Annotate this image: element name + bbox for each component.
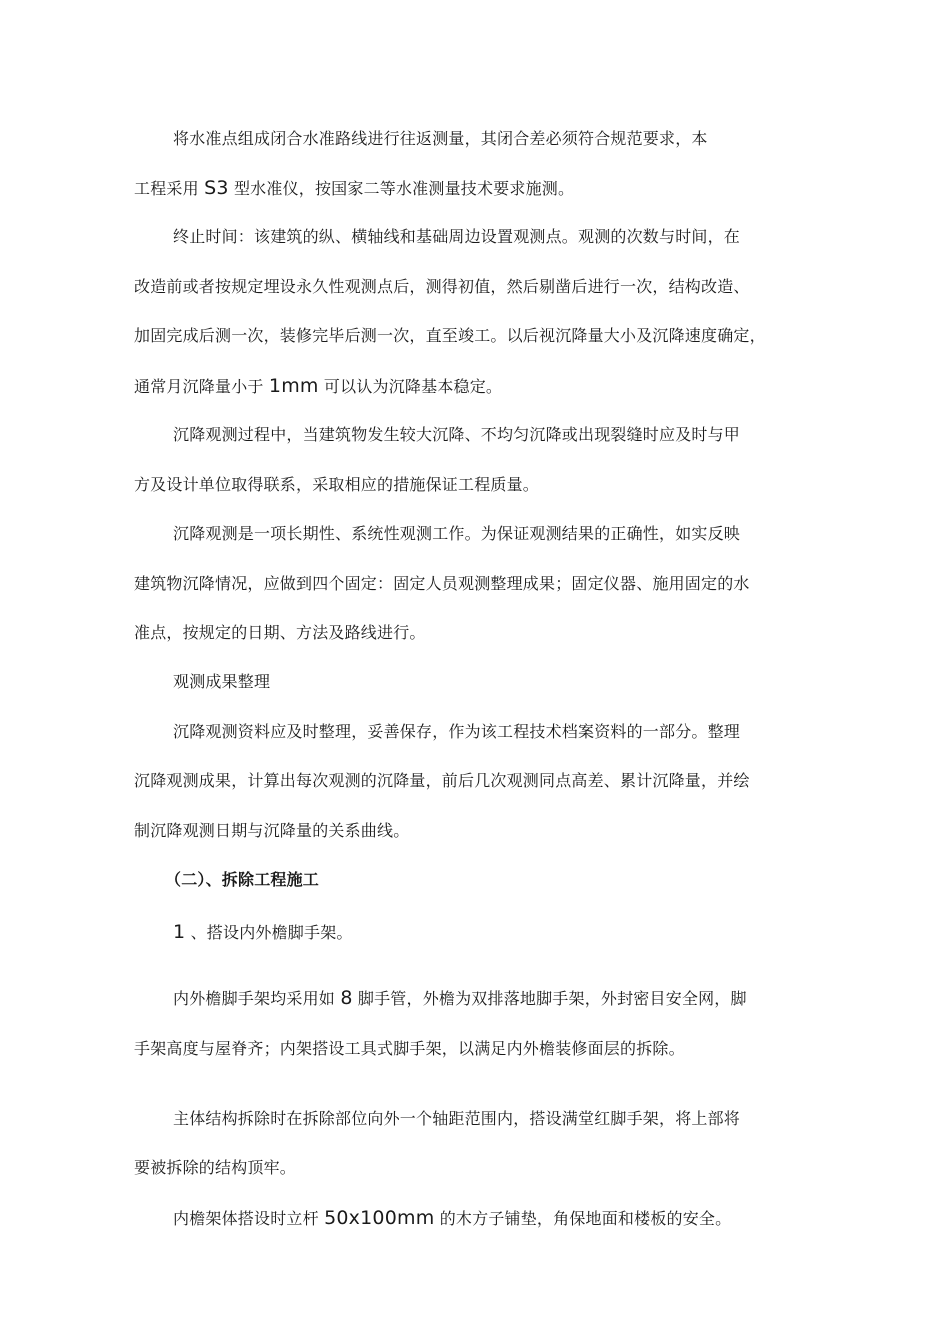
text-segment: 改造前或者按规定埋设永久性观测点后，测得初值，然后剔凿后进行一次，结构改造、 — [134, 277, 750, 296]
text-segment: 内檐架体搭设时立杆 — [173, 1209, 319, 1228]
text-line — [173, 227, 740, 247]
text-segment: 工程采用 — [134, 179, 199, 198]
text-line — [173, 722, 740, 742]
timber-dimension: 50x100mm — [324, 1207, 435, 1229]
text-line — [134, 771, 750, 791]
text-segment: 内外檐脚手架均采用如 — [173, 989, 336, 1008]
text-segment: 沉降观测是一项长期性、系统性观测工作。为保证观测结果的正确性，如实反映 — [173, 524, 741, 543]
measurement-value: 1mm — [268, 375, 319, 397]
text-segment: 准点，按规定的日期、方法及路线进行。 — [134, 623, 426, 642]
subsection-heading — [173, 922, 353, 943]
text-segment: 建筑物沉降情况，应做到四个固定：固定人员观测整理成果；固定仪器、施用固定的水 — [134, 574, 750, 593]
text-segment: 加固完成后测一次，装修完毕后测一次，直至竣工。以后视沉降量大小及沉降速度确定， — [134, 326, 766, 345]
text-segment: 沉降观测过程中，当建筑物发生较大沉降、不均匀沉降或出现裂缝时应及时与甲 — [173, 425, 741, 444]
text-line — [134, 623, 426, 643]
text-line — [134, 326, 766, 346]
text-segment: （二）、拆除工程施工 — [165, 870, 320, 889]
text-line — [173, 1109, 740, 1129]
chapter-heading — [165, 870, 319, 890]
text-segment: 终止时间：该建筑的纵、横轴线和基础周边设置观测点。观测的次数与时间，在 — [173, 227, 741, 246]
text-segment: 制沉降观测日期与沉降量的关系曲线。 — [134, 821, 410, 840]
text-line — [173, 425, 740, 445]
text-segment: 手架高度与屋脊齐；内架搭设工具式脚手架，以满足内外檐装修面层的拆除。 — [134, 1039, 685, 1058]
text-segment: 要被拆除的结构顶牢。 — [134, 1158, 297, 1177]
text-line — [173, 1208, 731, 1229]
text-segment: 主体结构拆除时在拆除部位向外一个轴距范围内，搭设满堂红脚手架，将上部将 — [173, 1109, 741, 1128]
text-line — [173, 129, 708, 149]
section-heading — [173, 672, 270, 692]
text-segment: 、搭设内外檐脚手架。 — [190, 923, 353, 942]
text-line — [134, 277, 750, 297]
text-segment: 沉降观测成果，计算出每次观测的沉降量，前后几次观测同点高差、累计沉降量，并绘 — [134, 771, 750, 790]
pipe-spec: 8 — [340, 987, 353, 1009]
text-line — [134, 574, 750, 594]
text-line — [134, 376, 502, 397]
text-segment: 可以认为沉降基本稳定。 — [323, 377, 503, 396]
text-line — [134, 178, 574, 199]
instrument-model: S3 — [204, 177, 229, 199]
text-segment: 脚手管，外檐为双排落地脚手架，外封密目安全网，脚 — [357, 989, 747, 1008]
text-segment: 型水准仪，按国家二等水准测量技术要求施测。 — [233, 179, 575, 198]
text-segment: 方及设计单位取得联系，采取相应的措施保证工程质量。 — [134, 475, 540, 494]
item-number: 1 — [173, 921, 186, 943]
text-segment: 通常月沉降量小于 — [134, 377, 264, 396]
text-line — [134, 1158, 296, 1178]
text-segment: 沉降观测资料应及时整理，妥善保存，作为该工程技术档案资料的一部分。整理 — [173, 722, 741, 741]
text-line — [134, 821, 409, 841]
text-segment: 将水准点组成闭合水准路线进行往返测量，其闭合差必须符合规范要求，本 — [173, 129, 708, 148]
text-segment: 观测成果整理 — [173, 672, 271, 691]
text-line — [134, 1039, 685, 1059]
text-line — [173, 988, 747, 1009]
text-line — [134, 475, 539, 495]
text-segment: 的木方子铺垫，角保地面和楼板的安全。 — [439, 1209, 732, 1228]
text-line — [173, 524, 740, 544]
